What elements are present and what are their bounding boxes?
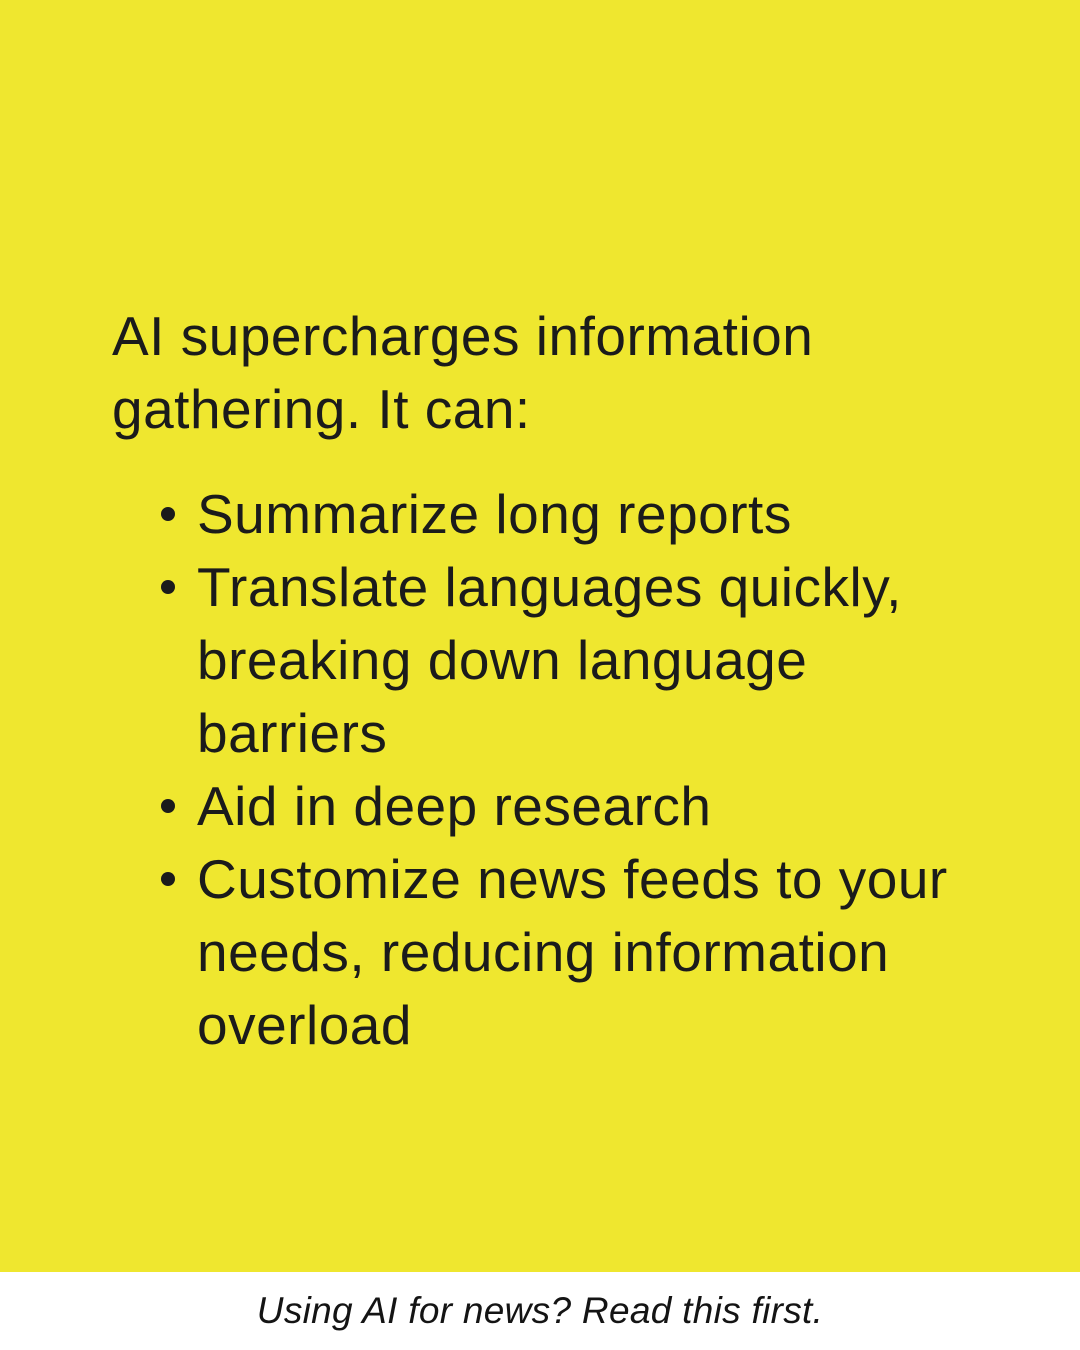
footer-strip [0, 1272, 1080, 1350]
bullet-item-research: Aid in deep research [197, 770, 990, 843]
bullet-item-customize: Customize news feeds to your needs, reducing information overload [197, 843, 990, 1062]
bullet-item-translate: Translate languages quickly, breaking down language barriers [197, 551, 990, 770]
bullet-list [112, 478, 990, 1062]
bullet-item-summarize: Summarize long reports [197, 478, 990, 551]
footer-caption: Using AI for news? Read this first. [256, 1290, 824, 1331]
intro-text: AI supercharges information gathering. It can: [112, 305, 814, 440]
